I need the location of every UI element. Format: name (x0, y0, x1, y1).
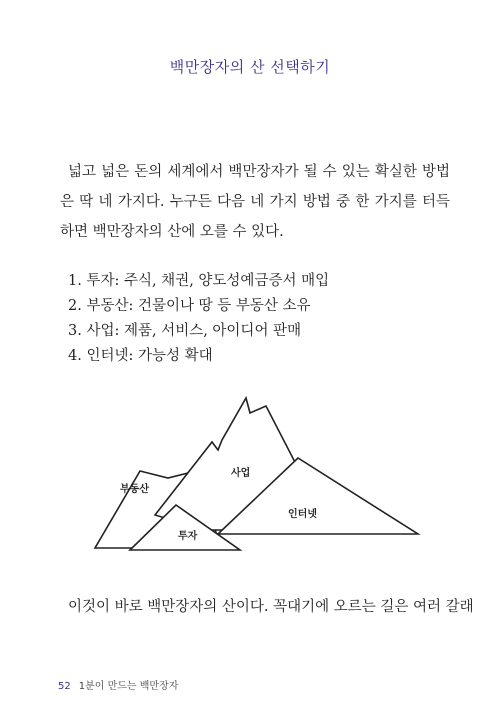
label-business: 사업 (231, 468, 251, 479)
page-number: 52 (58, 681, 71, 692)
list-item: 4. 인터넷: 가능성 확대 (68, 348, 213, 364)
list-item: 3. 사업: 제품, 서비스, 아이디어 판매 (68, 323, 302, 339)
intro-text: 넓고 넓은 돈의 세계에서 백만장자가 될 수 있는 확실한 방법은 딱 네 가지다. 누구든 다음 네 가지 방법 중 한 가지를 터득하면 백만장자의 산에 오를 수 있다. (60, 164, 450, 240)
list-item: 1. 투자: 주식, 채권, 양도성예금증서 매입 (68, 273, 330, 289)
label-investment: 투자 (178, 531, 198, 542)
methods-list (68, 269, 329, 369)
closing-text: 이것이 바로 백만장자의 산이다. 꼭대기에 오르는 길은 여러 갈래 (68, 599, 474, 615)
chapter-title: 백만장자의 산 선택하기 (169, 58, 331, 76)
intro-paragraph (60, 157, 450, 247)
list-item: 2. 부동산: 건물이나 땅 등 부동산 소유 (68, 298, 311, 314)
label-internet: 인터넷 (288, 509, 317, 520)
mountains-diagram (0, 380, 500, 560)
page-footer (58, 677, 178, 692)
book-title: 1분이 만드는 백만장자 (78, 681, 179, 692)
label-realestate: 부동산 (120, 484, 149, 495)
